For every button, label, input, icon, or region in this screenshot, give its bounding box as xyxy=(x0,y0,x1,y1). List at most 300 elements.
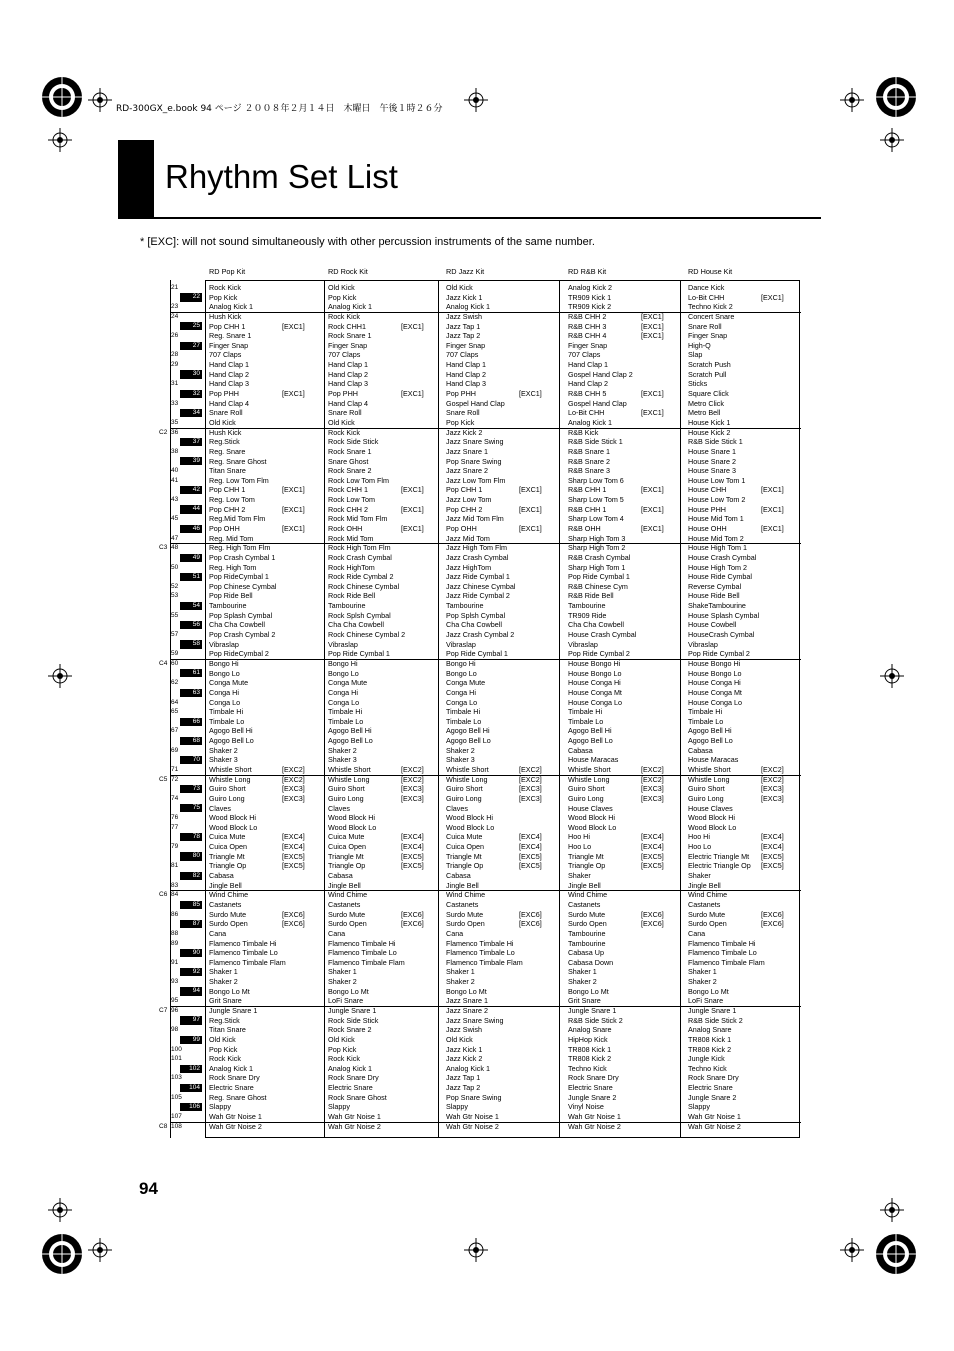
sound-name: Electric Snare xyxy=(209,1083,254,1093)
exc-group: [EXC5] xyxy=(761,851,784,861)
white-key-note: 93 xyxy=(171,978,179,986)
title-rule xyxy=(118,217,821,219)
exc-group: [EXC2] xyxy=(641,765,664,774)
sound-name: Rock Snare 1 xyxy=(328,331,372,341)
sound-name: Surdo Open xyxy=(328,919,367,929)
black-key-note: 54 xyxy=(180,602,202,610)
exc-group: [EXC1] xyxy=(641,504,664,514)
sound-name: Shaker 3 xyxy=(446,755,475,765)
sound-name: Finger Snap xyxy=(328,340,368,350)
exc-group: [EXC1] xyxy=(519,485,542,495)
sound-name: Scratch Push xyxy=(688,360,731,370)
sound-name: Hand Clap 2 xyxy=(328,369,368,379)
white-key-note: 105 xyxy=(171,1093,182,1101)
kit-header: RD Pop Kit xyxy=(209,267,246,276)
sound-name: House Conga Hi xyxy=(688,678,741,688)
exc-group: [EXC1] xyxy=(641,524,664,533)
sound-name: Castanets xyxy=(446,899,479,909)
sound-name: Wood Block Lo xyxy=(568,822,617,832)
sound-name: Jungle Snare 1 xyxy=(568,1006,617,1015)
exc-group: [EXC1] xyxy=(641,408,664,418)
sound-name: Guiro Short xyxy=(568,784,605,794)
exc-group: [EXC3] xyxy=(761,793,784,803)
sound-name: Pop Splash Cymbal xyxy=(209,610,273,620)
sound-name: Analog Kick 1 xyxy=(446,302,490,312)
sound-name: Slappy xyxy=(209,1102,231,1112)
sound-name: Flamenco Timbale Flam xyxy=(446,957,523,967)
sound-name: Hand Clap 3 xyxy=(446,379,486,389)
sound-name: 707 Claps xyxy=(568,350,601,360)
sound-name: Flamenco Timbale Lo xyxy=(328,948,397,958)
sound-name: Slappy xyxy=(688,1102,710,1112)
exc-group: [EXC1] xyxy=(641,311,664,321)
sound-name: Wah Gtr Noise 2 xyxy=(688,1121,741,1131)
black-key-note: 70 xyxy=(180,756,202,764)
sound-name: Reg. Snare Ghost xyxy=(209,1092,267,1102)
sound-name: Grit Snare xyxy=(568,996,601,1006)
sound-name: Shaker xyxy=(688,871,711,881)
sound-name: Flamenco Timbale Flam xyxy=(328,957,405,967)
sound-name: Whistle Long xyxy=(446,774,488,784)
sound-name: Techno Kick 2 xyxy=(688,302,733,312)
column-divider xyxy=(438,280,439,1138)
exc-group: [EXC4] xyxy=(641,832,664,842)
sound-name: Cabasa Up xyxy=(568,948,604,958)
white-key-note: 103 xyxy=(171,1074,182,1082)
exc-group: [EXC3] xyxy=(282,793,305,803)
sound-name: Snare Roll xyxy=(446,408,480,418)
sound-name: Sharp Low Tom 6 xyxy=(568,475,624,485)
sound-name: Rock Side Stick xyxy=(328,437,379,447)
sound-name: Shaker 1 xyxy=(209,967,238,977)
black-key-note: 68 xyxy=(180,737,202,745)
exc-group: [EXC3] xyxy=(519,784,542,794)
sound-name: Shaker 3 xyxy=(209,755,238,765)
sound-name: Surdo Open xyxy=(688,919,727,929)
sound-name: Bongo Hi xyxy=(328,658,358,668)
sound-name: ShakeTambourine xyxy=(688,601,746,611)
sound-name: Slappy xyxy=(446,1102,468,1112)
sound-name: Snare Roll xyxy=(209,408,243,418)
sound-name: HipHop Kick xyxy=(568,1034,608,1044)
sound-name: Tambourine xyxy=(209,601,247,611)
sound-name: Shaker 2 xyxy=(688,977,717,987)
sound-name: Tambourine xyxy=(568,928,606,938)
black-key-note: 32 xyxy=(180,390,202,398)
sound-name: Pop CHH 2 xyxy=(446,504,483,514)
sound-name: TR909 Kick 1 xyxy=(568,292,612,302)
sound-name: Hush Kick xyxy=(209,311,242,321)
exc-group: [EXC4] xyxy=(401,842,424,852)
sound-name: R&B Side Stick 2 xyxy=(568,1015,623,1025)
sound-name: Cha Cha Cowbell xyxy=(446,620,502,630)
sound-name: R&B CHH 2 xyxy=(568,311,607,321)
sound-name: Surdo Open xyxy=(446,919,485,929)
exc-group: [EXC1] xyxy=(282,321,305,331)
sound-name: Reg. Snare xyxy=(209,446,246,456)
sound-name: Reverse Cymbal xyxy=(688,581,742,591)
sound-name: HouseCrash Cymbal xyxy=(688,630,755,640)
sound-name: Claves xyxy=(446,803,468,813)
sound-name: TR808 Kick 1 xyxy=(568,1044,612,1054)
exc-group: [EXC3] xyxy=(761,784,784,794)
sound-name: Shaker 1 xyxy=(328,967,357,977)
sound-name: Agogo Bell Hi xyxy=(446,726,490,736)
exc-group: [EXC1] xyxy=(761,292,784,302)
black-key-note: 44 xyxy=(180,505,202,513)
white-key-note: 40 xyxy=(171,467,179,475)
exc-group: [EXC5] xyxy=(401,851,424,861)
kit-header: RD House Kit xyxy=(688,267,733,276)
white-key-note: 100 xyxy=(171,1045,182,1053)
sound-name: Surdo Mute xyxy=(568,909,606,919)
white-key-note: 108 xyxy=(171,1122,182,1130)
sound-name: Old Kick xyxy=(209,417,236,427)
sound-name: Cha Cha Cowbell xyxy=(328,620,384,630)
sound-name: Rock Mid Tom xyxy=(328,533,374,543)
sound-name: Wood Block Lo xyxy=(328,822,377,832)
sound-name: Triangle Op xyxy=(568,861,606,871)
sound-name: Cabasa Down xyxy=(568,957,614,967)
sound-name: Pop CHH 2 xyxy=(209,504,246,514)
sound-name: Tambourine xyxy=(568,938,606,948)
sound-name: Wood Block Hi xyxy=(328,813,376,823)
sound-name: Shaker 2 xyxy=(446,977,475,987)
sound-name: Pop Crash Cymbal 2 xyxy=(209,630,276,640)
sound-name: House PHH xyxy=(688,504,726,514)
sound-name: Hand Clap 3 xyxy=(209,379,249,389)
sound-name: Hand Clap 2 xyxy=(446,369,486,379)
exc-group: [EXC1] xyxy=(761,485,784,495)
sound-name: Shaker 2 xyxy=(209,977,238,987)
white-key-note: 69 xyxy=(171,746,179,754)
sound-name: Bongo Lo xyxy=(446,668,477,678)
sound-name: Rock Splsh Cymbal xyxy=(328,610,391,620)
sound-name: Shaker 2 xyxy=(209,745,238,755)
exc-group: [EXC4] xyxy=(519,842,542,852)
exc-group: [EXC4] xyxy=(282,842,305,852)
sound-name: House Bongo Hi xyxy=(568,658,621,668)
sound-name: House Splash Cymbal xyxy=(688,610,760,620)
octave-label: C6 xyxy=(159,891,168,899)
sound-name: Timbale Lo xyxy=(568,716,604,726)
white-key-note: 65 xyxy=(171,708,179,716)
sound-name: Jazz Swish xyxy=(446,1025,482,1035)
white-key-note: 59 xyxy=(171,650,179,658)
sound-name: Pop Kick xyxy=(328,292,357,302)
sound-name: Rock Low Tom xyxy=(328,495,376,505)
crosshair-mark-bottom-right-inner xyxy=(840,1238,864,1262)
sound-name: Rock Snare Dry xyxy=(328,1073,379,1083)
sound-name: R&B OHH xyxy=(568,524,601,533)
sound-name: Wood Block Hi xyxy=(446,813,494,823)
white-key-note: 84 xyxy=(171,891,179,899)
white-key-note: 89 xyxy=(171,939,179,947)
sound-name: Finger Snap xyxy=(688,331,728,341)
sound-name: Hand Clap 4 xyxy=(328,398,368,408)
sound-name: Bongo Lo Mt xyxy=(446,986,487,996)
crosshair-mark-right-upper xyxy=(880,128,904,152)
sound-name: Whistle Short xyxy=(446,765,489,774)
crosshair-mark-left-lower xyxy=(48,1198,72,1222)
sound-name: TR909 Kick 2 xyxy=(568,302,612,312)
sound-name: Cabasa xyxy=(328,871,353,881)
sound-name: Metro Click xyxy=(688,398,724,408)
sound-name: Guiro Short xyxy=(328,784,365,794)
sound-name: Cuica Mute xyxy=(209,832,246,842)
sound-name: Conga Mute xyxy=(328,678,368,688)
sound-name: Jungle Kick xyxy=(688,1054,725,1064)
sound-name: Old Kick xyxy=(446,283,473,292)
sound-name: Guiro Long xyxy=(209,793,245,803)
sound-name: Flamenco Timbale Lo xyxy=(688,948,757,958)
sound-name: Bongo Lo xyxy=(328,668,359,678)
sound-name: Cha Cha Cowbell xyxy=(568,620,624,630)
exc-group: [EXC2] xyxy=(641,774,664,784)
black-key-note: 87 xyxy=(180,920,202,928)
black-key-note: 104 xyxy=(180,1084,202,1092)
sound-name: House Kick 1 xyxy=(688,417,731,427)
registration-mark-bottom-right xyxy=(874,1232,918,1276)
sound-name: Jazz Kick 2 xyxy=(446,427,483,437)
sound-name: Hand Clap 2 xyxy=(568,379,608,389)
sound-name: R&B CHH 1 xyxy=(568,485,607,495)
sound-name: Jazz Tap 1 xyxy=(446,321,481,331)
page-title: Rhythm Set List xyxy=(165,158,398,195)
sound-name: Pop Crash Cymbal 1 xyxy=(209,552,276,562)
white-key-note: 47 xyxy=(171,534,179,542)
exc-group: [EXC4] xyxy=(401,832,424,842)
sound-name: Sharp Low Tom 5 xyxy=(568,495,624,505)
sound-name: Rock CHH 2 xyxy=(328,504,368,514)
column-divider xyxy=(324,280,325,1138)
exc-group: [EXC2] xyxy=(282,765,305,774)
exc-group: [EXC1] xyxy=(641,389,664,399)
sound-name: Reg. Mid Tom xyxy=(209,533,254,543)
sound-name: Pop Splsh Cymbal xyxy=(446,610,506,620)
octave-label: C4 xyxy=(159,659,168,667)
white-key-note: 23 xyxy=(171,303,179,311)
sound-name: Agogo Bell Hi xyxy=(568,726,612,736)
sound-name: Flamenco Timbale Flam xyxy=(688,957,765,967)
sound-name: Guiro Long xyxy=(328,793,364,803)
exc-group: [EXC5] xyxy=(282,851,305,861)
sound-name: Vibraslap xyxy=(568,639,598,649)
exc-group: [EXC3] xyxy=(641,793,664,803)
sound-name: House Conga Lo xyxy=(568,697,622,707)
exc-group: [EXC1] xyxy=(761,504,784,514)
sound-name: Conga Lo xyxy=(446,697,478,707)
sound-name: Gospel Hand Clap 2 xyxy=(568,369,633,379)
black-key-note: 106 xyxy=(180,1103,202,1111)
sound-name: Triangle Mt xyxy=(446,851,482,861)
black-key-note: 63 xyxy=(180,689,202,697)
sound-name: Wind Chime xyxy=(568,890,608,900)
sound-name: Pop Ride Cymbal 2 xyxy=(688,649,750,659)
white-key-note: 71 xyxy=(171,766,179,773)
sound-name: Shaker xyxy=(568,871,591,881)
sound-name: Conga Lo xyxy=(209,697,241,707)
sound-name: Jazz Kick 1 xyxy=(446,1044,483,1054)
sound-name: Agogo Bell Lo xyxy=(328,736,373,746)
sound-name: Jazz Snare 2 xyxy=(446,1006,488,1015)
sound-name: Whistle Short xyxy=(688,765,731,774)
sound-name: Bongo Hi xyxy=(209,658,239,668)
sound-name: High-Q xyxy=(688,340,711,350)
sound-name: House Ride Cymbal xyxy=(688,572,752,582)
sound-name: Analog Kick 1 xyxy=(328,1063,372,1073)
white-key-note: 21 xyxy=(171,284,179,291)
sound-name: Rock Crash Cymbal xyxy=(328,552,392,562)
white-key-note: 64 xyxy=(171,698,179,706)
sound-name: House Crash Cymbal xyxy=(568,630,637,640)
sound-name: Reg. High Tom Flm xyxy=(209,543,271,553)
white-key-note: 77 xyxy=(171,823,179,831)
sound-name: R&B Crash Cymbal xyxy=(568,552,631,562)
sound-name: Concert Snare xyxy=(688,311,735,321)
sound-name: Jazz Ride Cymbal 1 xyxy=(446,572,510,582)
exc-group: [EXC1] xyxy=(761,524,784,533)
sound-name: Jazz Snare 1 xyxy=(446,446,488,456)
black-key-note: 85 xyxy=(180,901,202,909)
sound-name: Bongo Lo Mt xyxy=(209,986,250,996)
sound-name: Bongo Lo Mt xyxy=(328,986,369,996)
sound-name: Cuica Mute xyxy=(446,832,483,842)
sound-name: Surdo Mute xyxy=(209,909,247,919)
sound-name: Old Kick xyxy=(446,1034,473,1044)
sound-name: Rock Ride Bell xyxy=(328,591,376,601)
sound-name: Jazz Tap 2 xyxy=(446,331,481,341)
sound-name: Cabasa xyxy=(209,871,234,881)
sound-name: Cabasa xyxy=(568,745,593,755)
sound-name: Flamenco Timbale Flam xyxy=(209,957,286,967)
sound-name: Claves xyxy=(328,803,350,813)
sound-name: Castanets xyxy=(688,899,721,909)
sound-name: Surdo Mute xyxy=(688,909,726,919)
exc-group: [EXC4] xyxy=(282,832,305,842)
crosshair-mark-left-upper xyxy=(48,128,72,152)
sound-name: Analog Kick 1 xyxy=(568,417,612,427)
sound-name: Jingle Bell xyxy=(209,880,242,890)
exc-group: [EXC3] xyxy=(282,784,305,794)
sound-name: R&B Chinese Cym xyxy=(568,581,628,591)
sound-name: Timbale Hi xyxy=(446,707,481,717)
exc-group: [EXC1] xyxy=(519,389,542,399)
sound-name: Whistle Short xyxy=(209,765,252,774)
sound-name: Gospel Hand Clap xyxy=(568,398,627,408)
sound-name: Rock Snare Dry xyxy=(209,1073,260,1083)
sound-name: Guiro Short xyxy=(446,784,483,794)
white-key-note: 35 xyxy=(171,418,179,426)
sound-name: Wah Gtr Noise 1 xyxy=(446,1112,499,1122)
sound-name: Jazz High Tom Flm xyxy=(446,543,507,553)
exc-group: [EXC4] xyxy=(641,842,664,852)
sound-name: Pop Ride Cymbal 2 xyxy=(568,649,630,659)
white-key-note: 83 xyxy=(171,881,179,889)
sound-name: House Snare 2 xyxy=(688,456,736,466)
sound-name: Conga Mute xyxy=(209,678,249,688)
sound-name: Electric Snare xyxy=(328,1083,373,1093)
sound-name: Cabasa xyxy=(688,745,713,755)
black-key-note: 46 xyxy=(180,525,202,533)
sound-name: Conga Hi xyxy=(446,687,476,697)
black-key-note: 51 xyxy=(180,573,202,581)
sound-name: Scratch Pull xyxy=(688,369,727,379)
sound-name: Old Kick xyxy=(328,417,355,427)
exc-group: [EXC2] xyxy=(761,774,784,784)
sound-name: Shaker 2 xyxy=(328,745,357,755)
crosshair-mark-bottom-center xyxy=(464,1238,488,1262)
octave-label: C2 xyxy=(159,428,168,436)
sound-name: Agogo Bell Lo xyxy=(209,736,254,746)
white-key-note: 91 xyxy=(171,958,179,966)
sound-name: Sharp Low Tom 4 xyxy=(568,514,624,524)
sound-name: TR808 Kick 2 xyxy=(568,1054,612,1064)
sound-name: Wah Gtr Noise 2 xyxy=(568,1121,621,1131)
sound-name: Triangle Mt xyxy=(328,851,364,861)
sound-name: Hand Clap 1 xyxy=(328,360,368,370)
sound-name: House OHH xyxy=(688,524,727,533)
sound-name: Snare Roll xyxy=(688,321,722,331)
sound-name: Sharp High Tom 3 xyxy=(568,533,626,543)
sound-name: Finger Snap xyxy=(446,340,486,350)
exc-group: [EXC1] xyxy=(401,524,424,533)
sound-name: Jazz Mid Tom Flm xyxy=(446,514,504,524)
sound-name: Finger Snap xyxy=(209,340,249,350)
white-key-note: 101 xyxy=(171,1055,182,1063)
sound-name: Sharp High Tom 2 xyxy=(568,543,626,553)
sound-name: Hand Clap 3 xyxy=(328,379,368,389)
sound-name: Analog Kick 1 xyxy=(446,1063,490,1073)
exc-group: [EXC6] xyxy=(282,909,305,919)
sound-name: Jazz Kick 1 xyxy=(446,292,483,302)
sound-name: Pop Ride Bell xyxy=(209,591,253,601)
sound-name: Pop Ride Cymbal 1 xyxy=(328,649,390,659)
sound-name: Pop PHH xyxy=(446,389,476,399)
black-key-note: 82 xyxy=(180,872,202,880)
sound-name: Rock Snare Ghost xyxy=(328,1092,387,1102)
sound-name: Rock Kick xyxy=(209,1054,241,1064)
sound-name: Wind Chime xyxy=(688,890,728,900)
registration-mark-bottom-left xyxy=(40,1232,84,1276)
sound-name: Hoo Lo xyxy=(568,842,592,852)
sound-name: Bongo Lo xyxy=(209,668,240,678)
sound-name: Jazz Mid Tom xyxy=(446,533,490,543)
sound-name: Hoo Hi xyxy=(568,832,590,842)
sound-name: Pop Kick xyxy=(209,292,238,302)
sound-name: House Conga Hi xyxy=(568,678,621,688)
sound-name: Reg. Low Tom xyxy=(209,495,255,505)
sound-name: Pop OHH xyxy=(209,524,240,533)
sound-name: House Claves xyxy=(688,803,733,813)
sound-name: House Low Tom 1 xyxy=(688,475,746,485)
sound-name: Pop RideCymbal 1 xyxy=(209,572,269,582)
sound-name: Pop Chinese Cymbal xyxy=(209,581,277,591)
white-key-note: 76 xyxy=(171,814,179,822)
sound-name: Triangle Mt xyxy=(568,851,604,861)
sound-name: Flamenco Timbale Lo xyxy=(446,948,515,958)
sound-name: House Claves xyxy=(568,803,613,813)
sound-name: Rock Kick xyxy=(328,427,360,437)
white-key-note: 86 xyxy=(171,910,179,918)
title-black-bar xyxy=(118,140,154,219)
sound-name: Flamenco Timbale Hi xyxy=(446,938,514,948)
black-key-note: 92 xyxy=(180,968,202,976)
crosshair-mark-right-middle xyxy=(880,664,904,688)
white-key-note: 88 xyxy=(171,929,179,937)
sound-name: Pop CHH 1 xyxy=(209,485,246,495)
sound-name: Jazz HighTom xyxy=(446,562,492,572)
